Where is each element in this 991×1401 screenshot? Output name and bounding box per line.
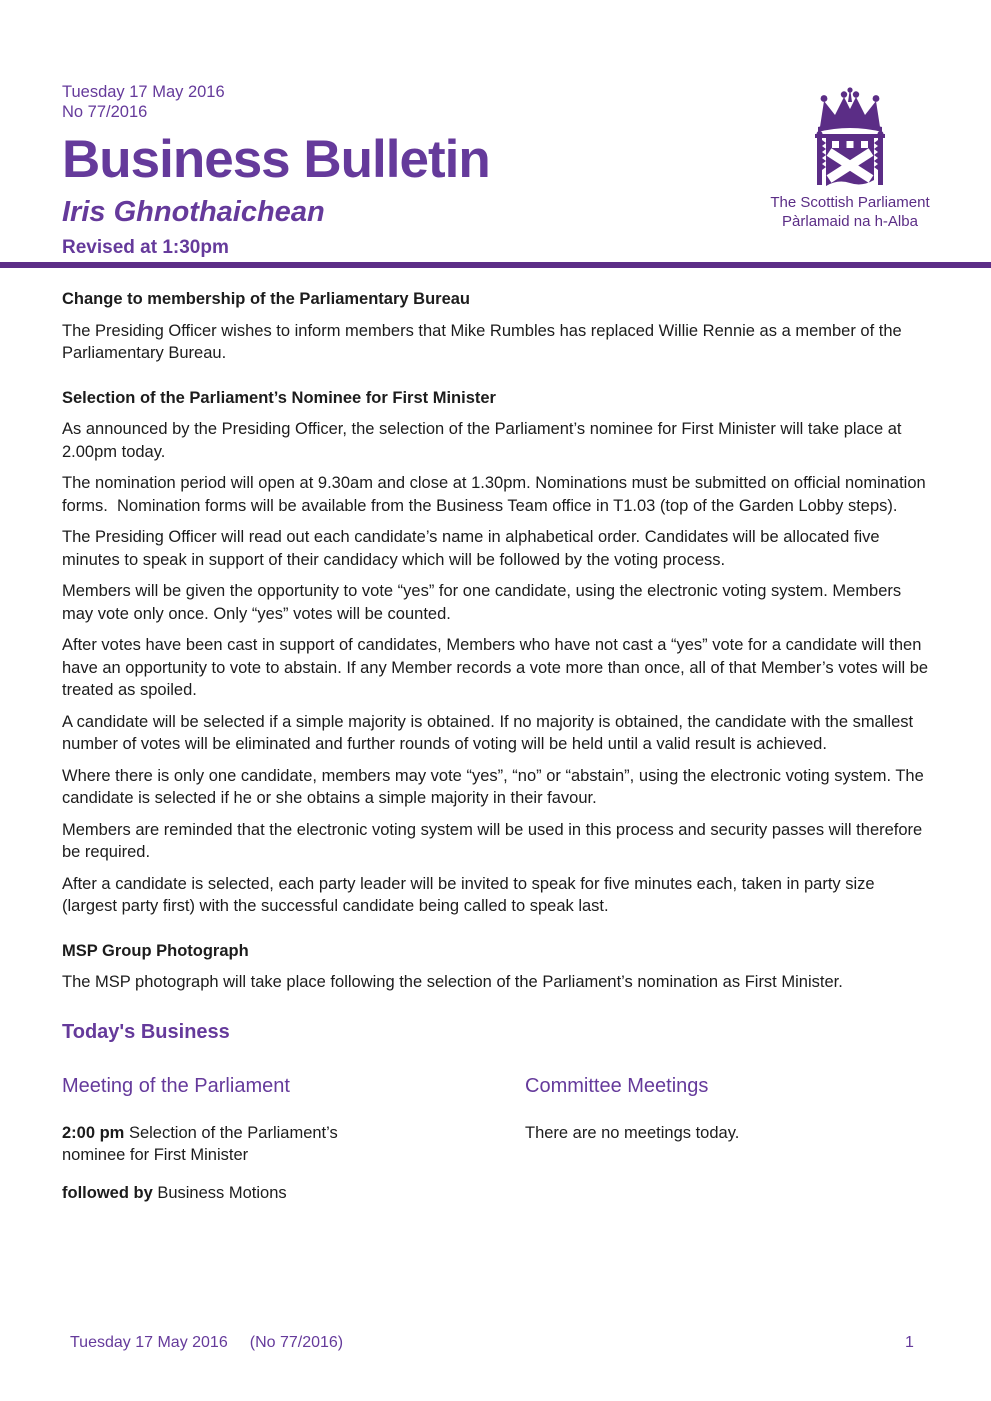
committee-meetings-heading: Committee Meetings — [525, 1075, 709, 1097]
paragraph: As announced by the Presiding Officer, the selection of the Parliament’s nominee for First Minister will take place at 2.00pm today. — [62, 420, 902, 461]
paragraph: The Presiding Officer will read out each candidate’s name in alphabetical order. Candidates will be allocated five minutes to speak in support of their candidacy which will be followed by the voting process. — [62, 528, 880, 569]
footer-date: Tuesday 17 May 2016 — [70, 1334, 228, 1351]
page-number: 1 — [905, 1334, 914, 1351]
column-committee-meetings — [525, 1063, 932, 1219]
committee-meetings-note: There are no meetings today. — [525, 1123, 740, 1142]
document-header — [62, 82, 722, 260]
agenda-item-time: 2:00 pm — [62, 1123, 125, 1142]
paragraph: Where there is only one candidate, members may vote “yes”, “no” or “abstain”, using the electronic voting system. The candidate is selected if he or she obtains a simple majority in their favour. — [62, 766, 924, 807]
todays-business-columns — [62, 1063, 932, 1219]
paragraph: A candidate will be selected if a simple majority is obtained. If no majority is obtained, the candidate with the smallest number of votes will be eliminated and further rounds of voting will be held until a valid result is achieved. — [62, 712, 914, 753]
scottish-parliament-logo — [733, 86, 967, 230]
agenda-item-text: Selection of the Parliament’s nominee for First Minister — [62, 1123, 338, 1164]
paragraph: Members are reminded that the electronic voting system will be used in this process and security passes will therefore be required. — [62, 820, 923, 861]
agenda-item — [62, 1122, 392, 1167]
section-heading-msp-photograph: MSP Group Photograph — [62, 941, 249, 960]
logo-title-english: The Scottish Parliament — [770, 194, 930, 211]
page-subtitle-gaelic: Iris Ghnothaichean — [62, 196, 325, 228]
section-heading-first-minister-nominee: Selection of the Parliament’s Nominee for First Minister — [62, 388, 496, 407]
agenda-item-text: Business Motions — [152, 1183, 287, 1202]
page-title: Business Bulletin — [62, 130, 490, 189]
revised-time-note: Revised at 1:30pm — [62, 237, 229, 258]
agenda-item — [62, 1182, 392, 1205]
column-meeting-of-parliament — [62, 1063, 392, 1219]
footer-issue-number: (No 77/2016) — [249, 1334, 344, 1351]
todays-business-heading: Today's Business — [62, 1020, 230, 1043]
agenda-item-lead: followed by — [62, 1183, 153, 1202]
header-date: Tuesday 17 May 2016 — [62, 83, 225, 101]
paragraph: After a candidate is selected, each party leader will be invited to speak for five minutes each, taken in party size (largest party first) with the successful candidate being called to speak last. — [62, 874, 875, 915]
paragraph: The MSP photograph will take place following the selection of the Parliament’s nomination as First Minister. — [62, 973, 843, 991]
paragraph: The Presiding Officer wishes to inform members that Mike Rumbles has replaced Willie Rennie as a member of the Parliamentary Bureau. — [62, 321, 902, 362]
divider-rule — [0, 262, 991, 268]
logo-title-gaelic: Pàrlamaid na h-Alba — [782, 213, 918, 230]
paragraph: After votes have been cast in support of candidates, Members who have not cast a “yes” vote for a candidate will then have an opportunity to vote to abstain. If any Member records a vote more than once, all of that Member’s votes will be treated as spoiled. — [62, 636, 929, 699]
document-body — [62, 288, 932, 1219]
meeting-of-parliament-heading: Meeting of the Parliament — [62, 1075, 290, 1097]
section-heading-bureau-change: Change to membership of the Parliamentary Bureau — [62, 290, 471, 308]
header-issue-number: No 77/2016 — [62, 103, 148, 121]
page-footer — [70, 1334, 921, 1352]
paragraph: The nomination period will open at 9.30am and close at 1.30pm. Nominations must be submitted on official nomination forms. Nomination forms will be available from the Business Team office in T1.03 (top of the Garden Lobby steps). — [62, 474, 926, 515]
paragraph: Members will be given the opportunity to vote “yes” for one candidate, using the electronic voting system. Members may vote only once. Only “yes” votes will be counted. — [62, 582, 902, 623]
scottish-parliament-crest-icon — [789, 86, 911, 192]
